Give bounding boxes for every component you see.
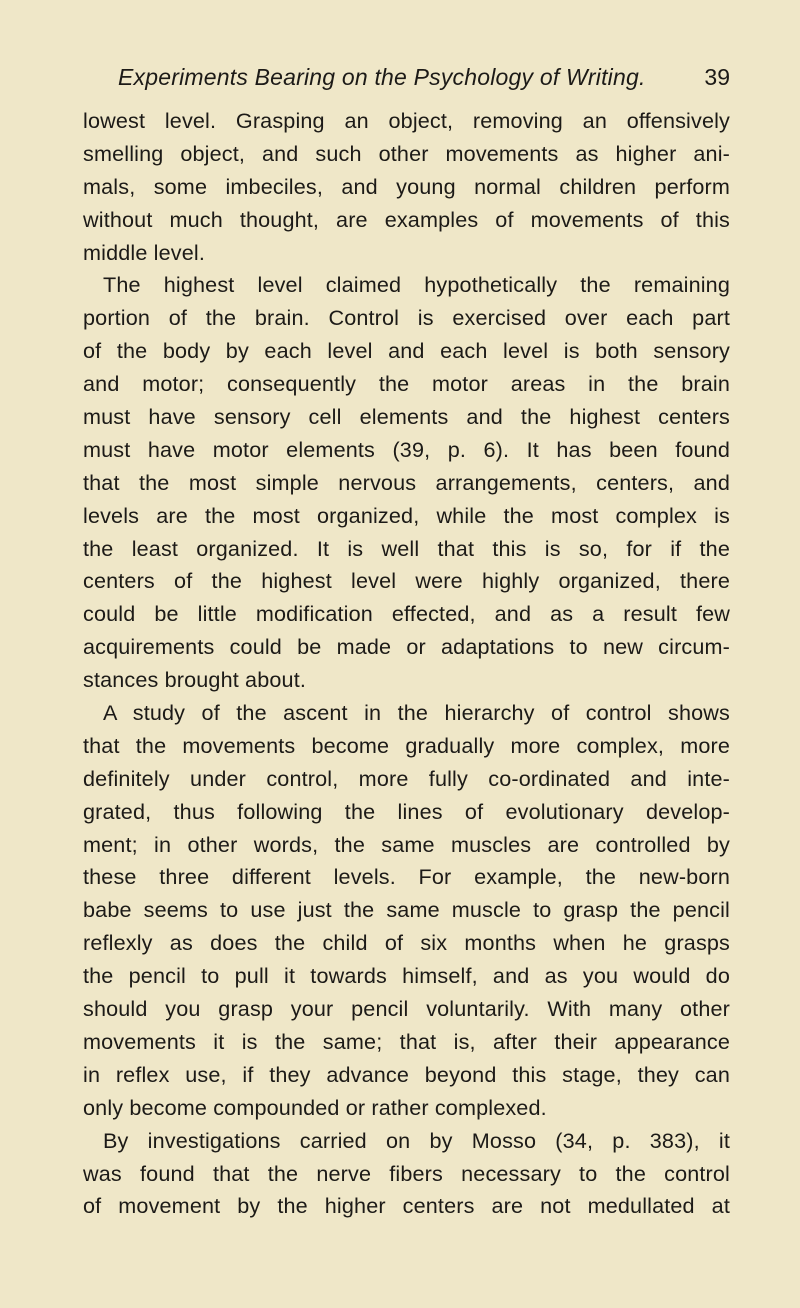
text-line: that the most simple nervous arrangements, centers, and: [83, 469, 730, 495]
text-line: the pencil to pull it towards himself, and as you would do: [83, 963, 730, 989]
paragraph-start-line: A study of the ascent in the hierarchy of control shows: [103, 700, 730, 726]
text-line: was found that the nerve fibers necessary to the control: [83, 1160, 730, 1186]
text-line: levels are the most organized, while the most complex is: [83, 502, 730, 528]
text-line: middle level.: [83, 239, 205, 265]
text-line: the least organized. It is well that this is so, for if the: [83, 535, 730, 561]
text-line: movements it is the same; that is, after their appearance: [83, 1028, 730, 1054]
text-line: definitely under control, more fully co-ordinated and inte-: [83, 765, 730, 791]
page-number: 39: [704, 64, 730, 90]
text-line: mals, some imbeciles, and young normal children perform: [83, 173, 730, 199]
text-line: of the body by each level and each level is both sensory: [83, 338, 730, 364]
text-line: acquirements could be made or adaptations to new circum-: [83, 634, 730, 660]
text-line: centers of the highest level were highly organized, there: [83, 568, 730, 594]
text-line: must have motor elements (39, p. 6). It has been found: [83, 436, 730, 462]
text-line: that the movements become gradually more complex, more: [83, 732, 730, 758]
text-line: these three different levels. For example, the new-born: [83, 864, 730, 890]
text-line: ment; in other words, the same muscles are controlled by: [83, 831, 730, 857]
paragraph-start-line: By investigations carried on by Mosso (34, p. 383), it: [103, 1127, 730, 1153]
text-line: without much thought, are examples of movements of this: [83, 206, 730, 232]
text-line: in reflex use, if they advance beyond this stage, they can: [83, 1061, 730, 1087]
running-head: [118, 60, 730, 94]
text-line: grated, thus following the lines of evolutionary develop-: [83, 798, 730, 824]
text-line: only become compounded or rather complexed.: [83, 1094, 547, 1120]
text-line: must have sensory cell elements and the highest centers: [83, 404, 730, 430]
text-line: should you grasp your pencil voluntarily. With many other: [83, 996, 730, 1022]
text-line: of movement by the higher centers are not medullated at: [83, 1193, 730, 1219]
text-line: stances brought about.: [83, 667, 306, 693]
text-line: lowest level. Grasping an object, removing an offensively: [83, 108, 730, 133]
running-title: Experiments Bearing on the Psychology of Writing.: [118, 64, 646, 90]
paragraph-start-line: The highest level claimed hypothetically the remaining: [103, 272, 730, 298]
text-line: reflexly as does the child of six months when he grasps: [83, 930, 730, 956]
text-line: portion of the brain. Control is exercised over each part: [83, 305, 730, 331]
text-line: and motor; consequently the motor areas in the brain: [83, 371, 730, 397]
body-text: [83, 105, 730, 1223]
text-line: could be little modification effected, and as a result few: [83, 601, 730, 627]
text-line: babe seems to use just the same muscle to grasp the pencil: [83, 897, 730, 923]
text-line: smelling object, and such other movements as higher ani-: [83, 140, 730, 166]
